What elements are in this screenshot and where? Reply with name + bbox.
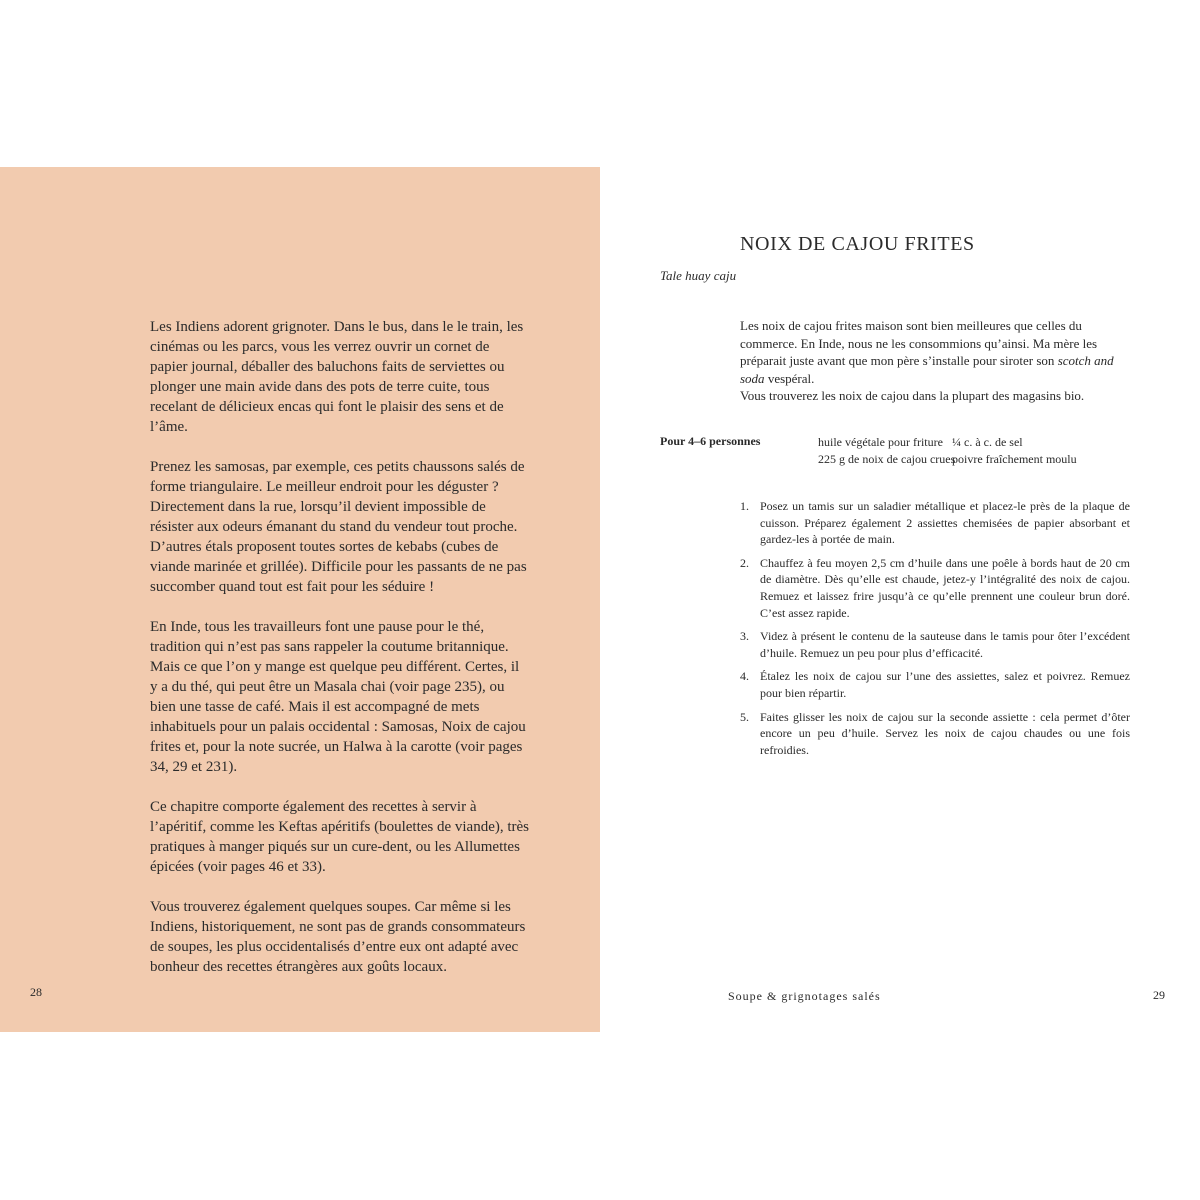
intro-text: vespéral. (764, 370, 815, 386)
step-number: 5. (740, 709, 749, 724)
ingredient: 225 g de noix de cajou crues (818, 452, 956, 466)
step-number: 3. (740, 629, 749, 644)
step-text: Étalez les noix de cajou sur l’une des assiettes, salez et poivrez. Remuez pour bien répartir. (760, 669, 1130, 700)
paragraph: Prenez les samosas, par exemple, ces petits chaussons salés de forme triangulaire. Le meilleur endroit pour les déguster ? Directement dans la rue, lorsqu’il devient impossible de résister aux odeurs émanant du stand du vendeur tout proche. D’autres étals proposent toutes sortes de kebabs (cubes de viande marinée et grillée). Difficile pour les passants de ne pas succomber quand tout est fait pour les séduire ! (150, 459, 527, 595)
page-number-right: 29 (1153, 988, 1165, 1002)
intro-text: Les noix de cajou frites maison sont bien meilleures que celles du commerce. En Inde, nous ne les consommions qu’ainsi. Ma mère les préparait juste avant que mon père s’installe pour siroter son (740, 318, 1098, 368)
paragraph: En Inde, tous les travailleurs font une pause pour le thé, tradition qui n’est pas sans rappeler la coutume britannique. Mais ce que l’on y mange est quelque peu différent. Certes, il y a du thé, qui peut être un Masala chai (voir page 235), ou bien une tasse de café. Mais il est accompagné de mets inhabituels pour un palais occidental : Samosas, Noix de cajou frites et, pour la note sucrée, un Halwa à la carotte (voir pages 34, 29 et 231). (150, 619, 526, 775)
right-page (600, 167, 1200, 1032)
recipe-steps (740, 498, 1130, 765)
left-page-body (150, 317, 530, 997)
servings-label: Pour 4–6 personnes (660, 434, 761, 448)
step-text: Posez un tamis sur un saladier métallique et placez-le près de la plaque de cuisson. Préparez également 2 assiettes chemisées de papier absorbant et gardez-les à portée de main. (760, 499, 1130, 547)
step-number: 2. (740, 555, 749, 570)
recipe-subtitle: Tale huay caju (660, 268, 737, 283)
ingredients-column-2 (952, 434, 1077, 468)
recipe-step (740, 628, 1130, 661)
ingredient: poivre fraîchement moulu (952, 452, 1077, 466)
paragraph: Ce chapitre comporte également des recettes à servir à l’apéritif, comme les Keftas apéritifs (boulettes de viande), très pratiques à manger piqués sur un cure-dent, ou les Allumettes épicées (voir pages 46 et 33). (150, 799, 530, 875)
step-number: 1. (740, 499, 749, 513)
recipe-step (740, 498, 1130, 548)
step-number: 4. (740, 669, 749, 684)
step-text: Chauffez à feu moyen 2,5 cm d’huile dans une poêle à bords haut de 20 cm de diamètre. Dès qu’elle est chaude, jetez-y l’intégralité des noix de cajou. Remuez et laissez frire jusqu’à ce qu’elle prennent une couleur brun doré. C’est assez rapide. (760, 555, 1130, 620)
intro-text: Vous trouverez les noix de cajou dans la plupart des magasins bio. (740, 388, 1085, 403)
ingredients-column-1 (818, 434, 955, 468)
intro-italic-text: scotch and soda (740, 353, 1114, 386)
paragraph: Les Indiens adorent grignoter. Dans le bus, dans le le train, les cinémas ou les parcs, vous les verrez ouvrir un cornet de papier journal, déballer des baluchons faits de serviettes ou plonger une main avide dans des pots de terre cuite, tous recelant de délicieux encas qui font le plaisir des sens et de l’âme. (150, 319, 524, 435)
recipe-step (740, 555, 1130, 621)
left-page (0, 167, 600, 1032)
ingredient: huile végétale pour friture (818, 435, 943, 449)
paragraph: Vous trouverez également quelques soupes. Car même si les Indiens, historiquement, ne sont pas de grands consommateurs de soupes, les plus occidentalisés d’entre eux ont adapté avec bonheur des recettes étrangères aux goûts locaux. (150, 899, 526, 975)
recipe-intro (740, 317, 1126, 405)
recipe-step (740, 668, 1130, 701)
page-number-left: 28 (30, 985, 42, 999)
step-text: Faites glisser les noix de cajou sur la seconde assiette : cela permet d’ôter encore un peu d’huile. Servez les noix de cajou chaudes ou une fois refroidies. (760, 709, 1130, 757)
ingredient: ¼ c. à c. de sel (952, 435, 1023, 449)
recipe-title: NOIX DE CAJOU FRITES (740, 233, 975, 255)
running-footer-title: Soupe & grignotages salés (728, 989, 881, 1003)
recipe-step (740, 709, 1130, 759)
step-text: Videz à présent le contenu de la sauteuse dans le tamis pour ôter l’excédent d’huile. Remuez un peu pour plus d’efficacité. (760, 629, 1130, 660)
